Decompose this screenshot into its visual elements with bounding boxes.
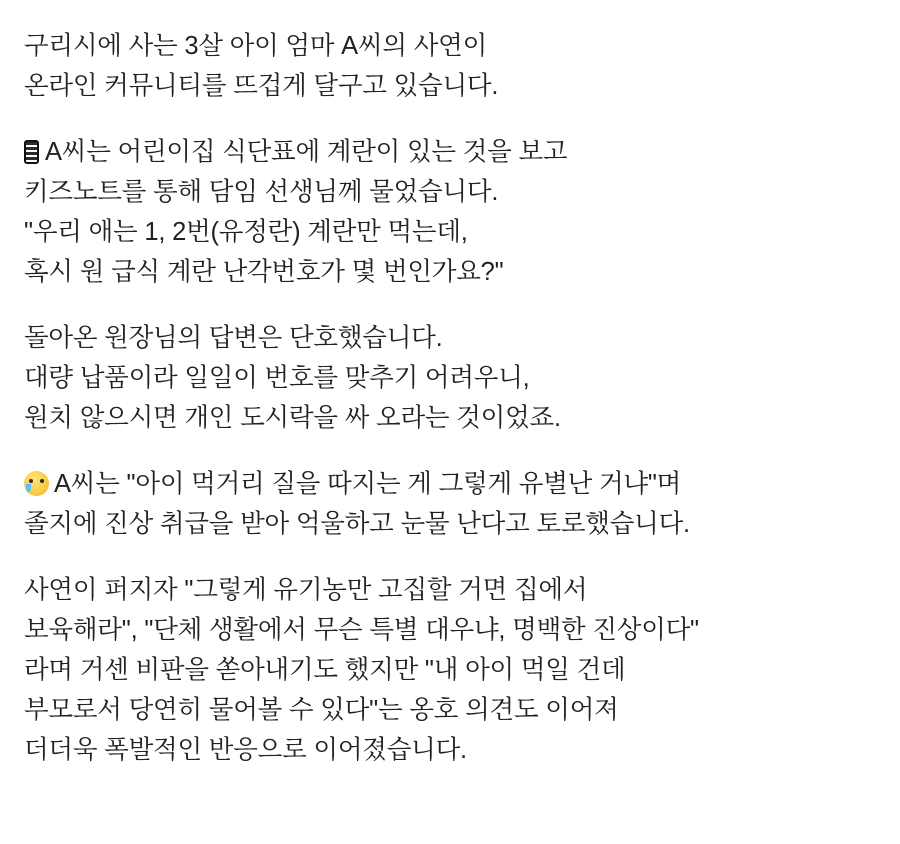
paragraph-5 (24, 570, 876, 770)
paragraph-1 (24, 26, 876, 106)
text-line: 대량 납품이라 일일이 번호를 맞추기 어려우니, (24, 364, 530, 392)
text-line: 보육해라", "단체 생활에서 무슨 특별 대우냐, 명백한 진상이다" (24, 616, 699, 644)
text-line: 돌아온 원장님의 답변은 단호했습니다. (24, 324, 443, 352)
text-line: 라며 거센 비판을 쏟아내기도 했지만 "내 아이 먹일 건데 (24, 656, 626, 684)
text-line: 부모로서 당연히 물어볼 수 있다"는 옹호 의견도 이어져 (24, 696, 619, 724)
text-line-with-icon (24, 464, 876, 504)
paragraph-4 (24, 464, 876, 544)
text-line: 원치 않으시면 개인 도시락을 싸 오라는 것이었죠. (24, 404, 561, 432)
crying-face-icon (24, 471, 49, 496)
text-line: 혹시 원 급식 계란 난각번호가 몇 번인가요?" (24, 258, 504, 286)
paragraph-2 (24, 132, 876, 292)
paragraph-3 (24, 318, 876, 438)
text-line: A씨는 "아이 먹거리 질을 따지는 게 그렇게 유별난 거냐"며 (54, 470, 682, 498)
mobile-phone-icon (24, 140, 39, 164)
text-line: 사연이 퍼지자 "그렇게 유기농만 고집할 거면 집에서 (24, 576, 588, 604)
text-line: 졸지에 진상 취급을 받아 억울하고 눈물 난다고 토로했습니다. (24, 510, 690, 538)
text-line: "우리 애는 1, 2번(유정란) 계란만 먹는데, (24, 218, 468, 246)
text-line: 구리시에 사는 3살 아이 엄마 A씨의 사연이 (24, 32, 488, 60)
text-line: 온라인 커뮤니티를 뜨겁게 달구고 있습니다. (24, 72, 499, 100)
text-line: A씨는 어린이집 식단표에 계란이 있는 것을 보고 (45, 138, 568, 166)
text-line-with-icon (24, 132, 876, 172)
text-line: 더더욱 폭발적인 반응으로 이어졌습니다. (24, 736, 467, 764)
text-line: 키즈노트를 통해 담임 선생님께 물었습니다. (24, 178, 499, 206)
